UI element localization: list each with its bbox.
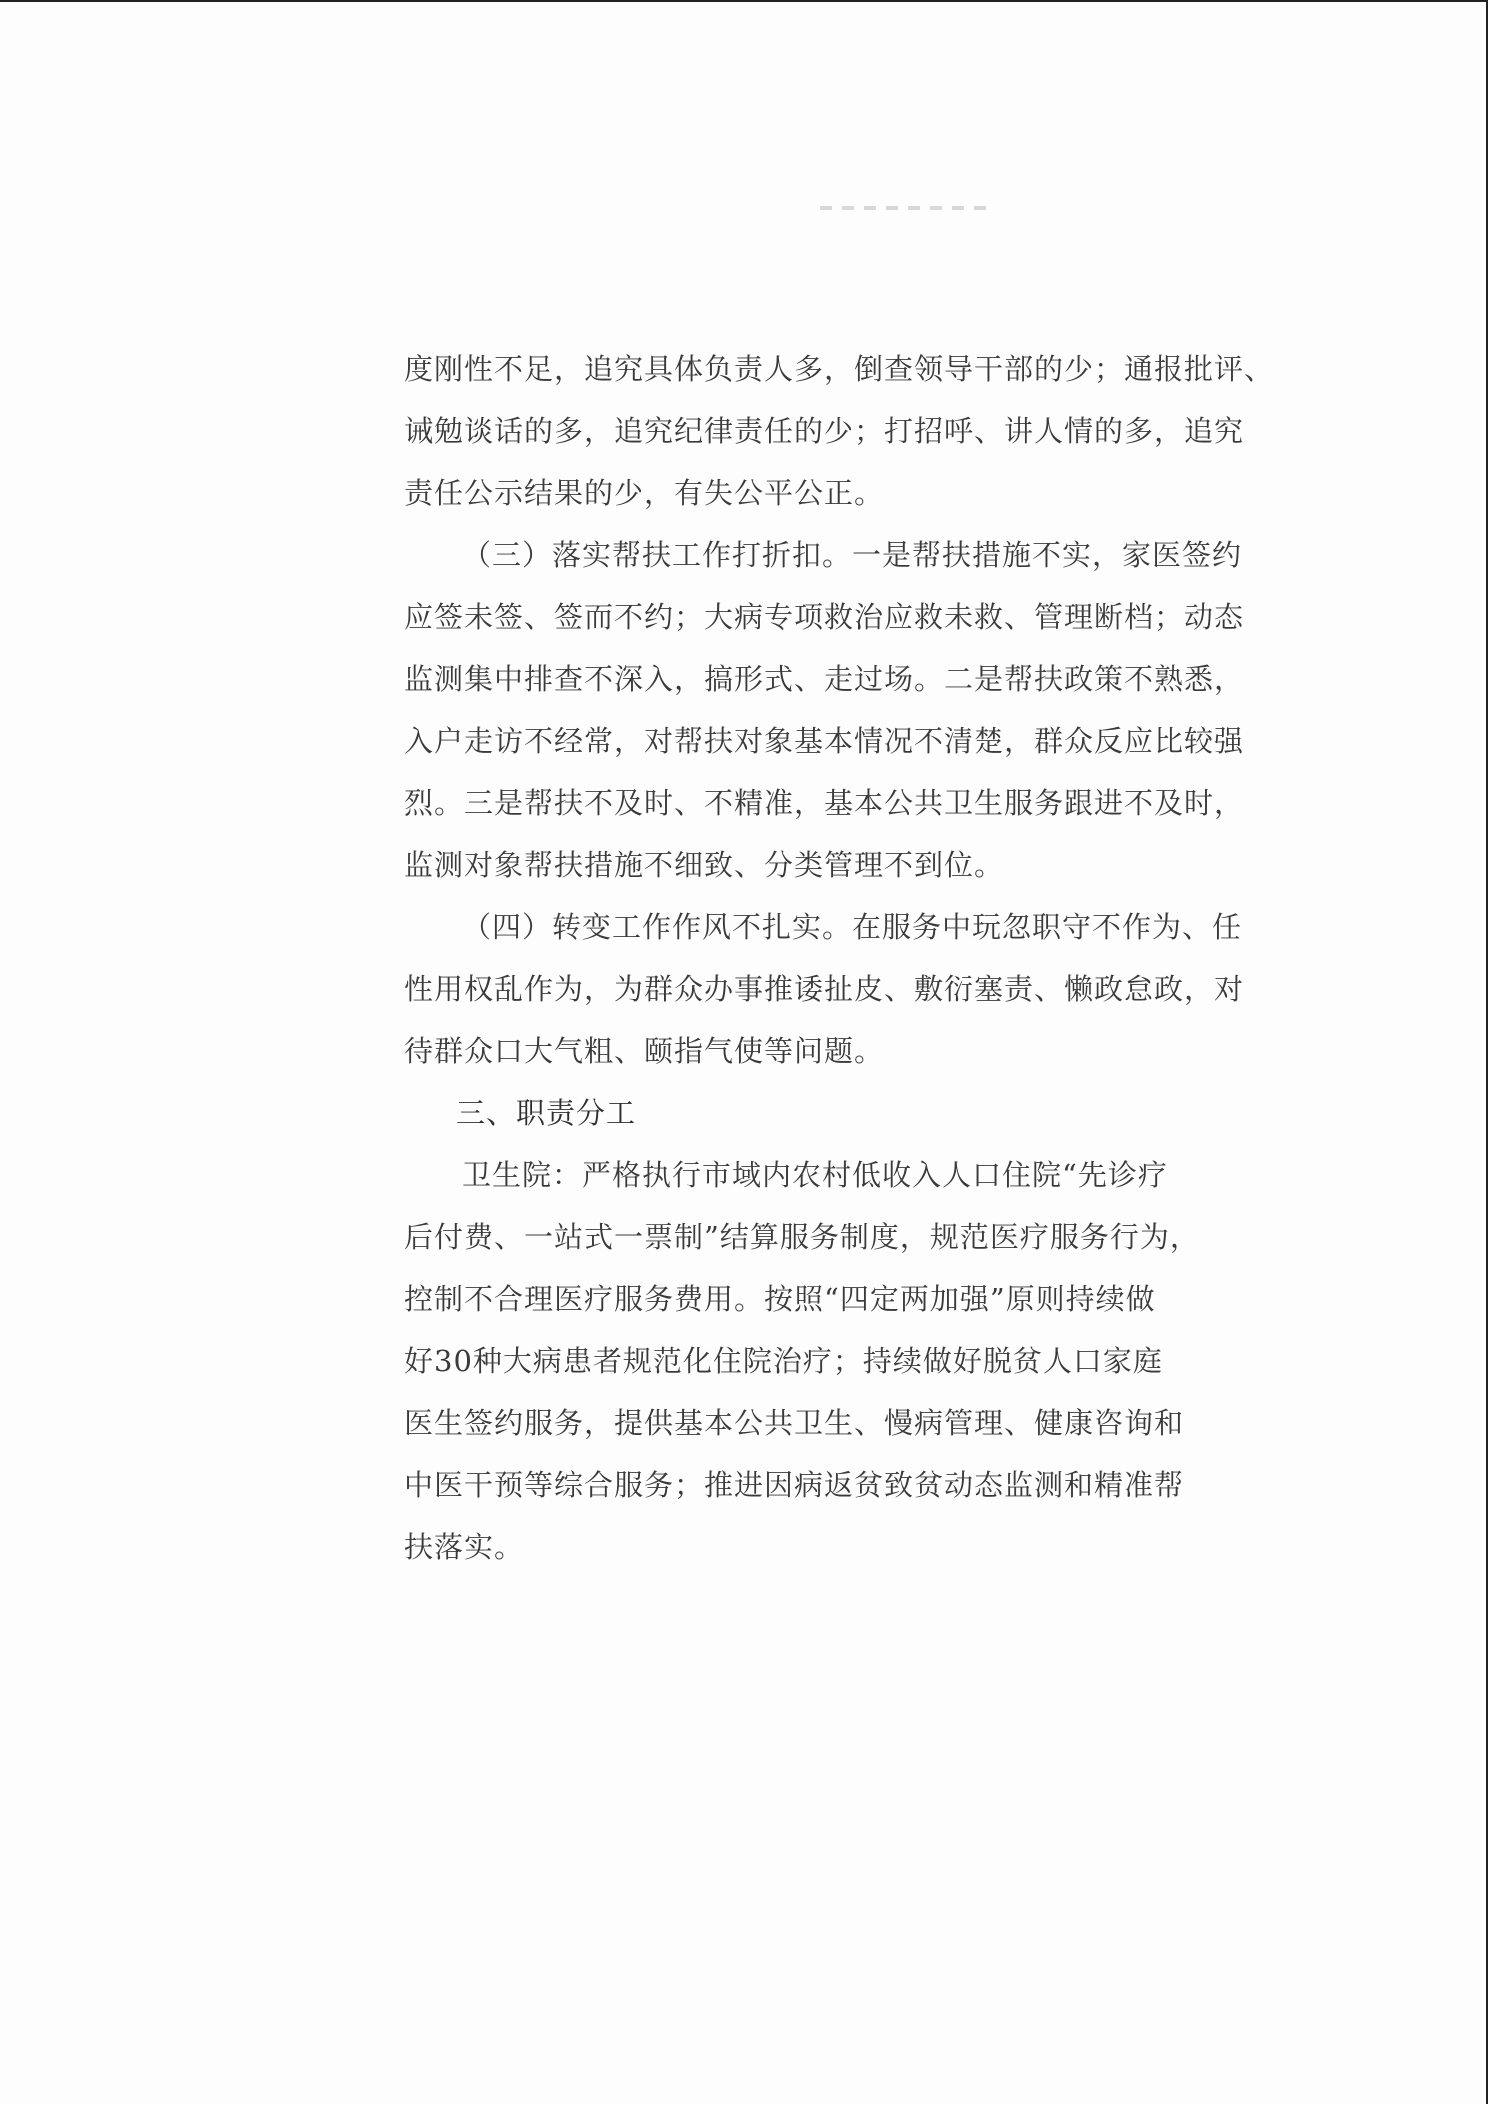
document-body <box>404 338 1275 1578</box>
paragraph-line: 度刚性不足，追究具体负责人多，倒查领导干部的少；通报批评、 <box>404 352 1275 386</box>
scan-artifact <box>820 206 990 210</box>
paragraph-line: 卫生院：严格执行市域内农村低收入人口住院“先诊疗 <box>462 1158 1168 1192</box>
paragraph-line: 中医干预等综合服务；推进因病返贫致贫动态监测和精准帮 <box>404 1468 1185 1502</box>
paragraph-line: 控制不合理医疗服务费用。按照“四定两加强”原则持续做 <box>404 1282 1156 1316</box>
paragraph-line: 监测对象帮扶措施不细致、分类管理不到位。 <box>404 848 1005 882</box>
paragraph-line: 后付费、一站式一票制”结算服务制度，规范医疗服务行为， <box>404 1220 1200 1254</box>
paragraph-line: （三）落实帮扶工作打折扣。一是帮扶措施不实，家医签约 <box>462 538 1243 572</box>
paragraph-line: 扶落实。 <box>404 1530 525 1564</box>
paragraph-line: 应签未签、签而不约；大病专项救治应救未救、管理断档；动态 <box>404 600 1245 634</box>
paragraph-line: 入户走访不经常，对帮扶对象基本情况不清楚，群众反应比较强 <box>404 724 1245 758</box>
paragraph-line: 烈。三是帮扶不及时、不精准，基本公共卫生服务跟进不及时， <box>404 786 1245 820</box>
paragraph-line: 诫勉谈话的多，追究纪律责任的少；打招呼、讲人情的多，追究 <box>404 414 1245 448</box>
paragraph-line: 性用权乱作为，为群众办事推诿扯皮、敷衍塞责、懒政怠政，对 <box>404 972 1245 1006</box>
paragraph-line: 待群众口大气粗、颐指气使等问题。 <box>404 1034 885 1068</box>
paragraph-line: 责任公示结果的少，有失公平公正。 <box>404 476 885 510</box>
paragraph-line: 好30种大病患者规范化住院治疗；持续做好脱贫人口家庭 <box>404 1344 1163 1378</box>
section-heading: 三、职责分工 <box>456 1096 637 1130</box>
paragraph-line: （四）转变工作作风不扎实。在服务中玩忽职守不作为、任 <box>462 910 1243 944</box>
paragraph-line: 监测集中排查不深入，搞形式、走过场。二是帮扶政策不熟悉， <box>404 662 1245 696</box>
paragraph-line: 医生签约服务，提供基本公共卫生、慢病管理、健康咨询和 <box>404 1406 1185 1440</box>
